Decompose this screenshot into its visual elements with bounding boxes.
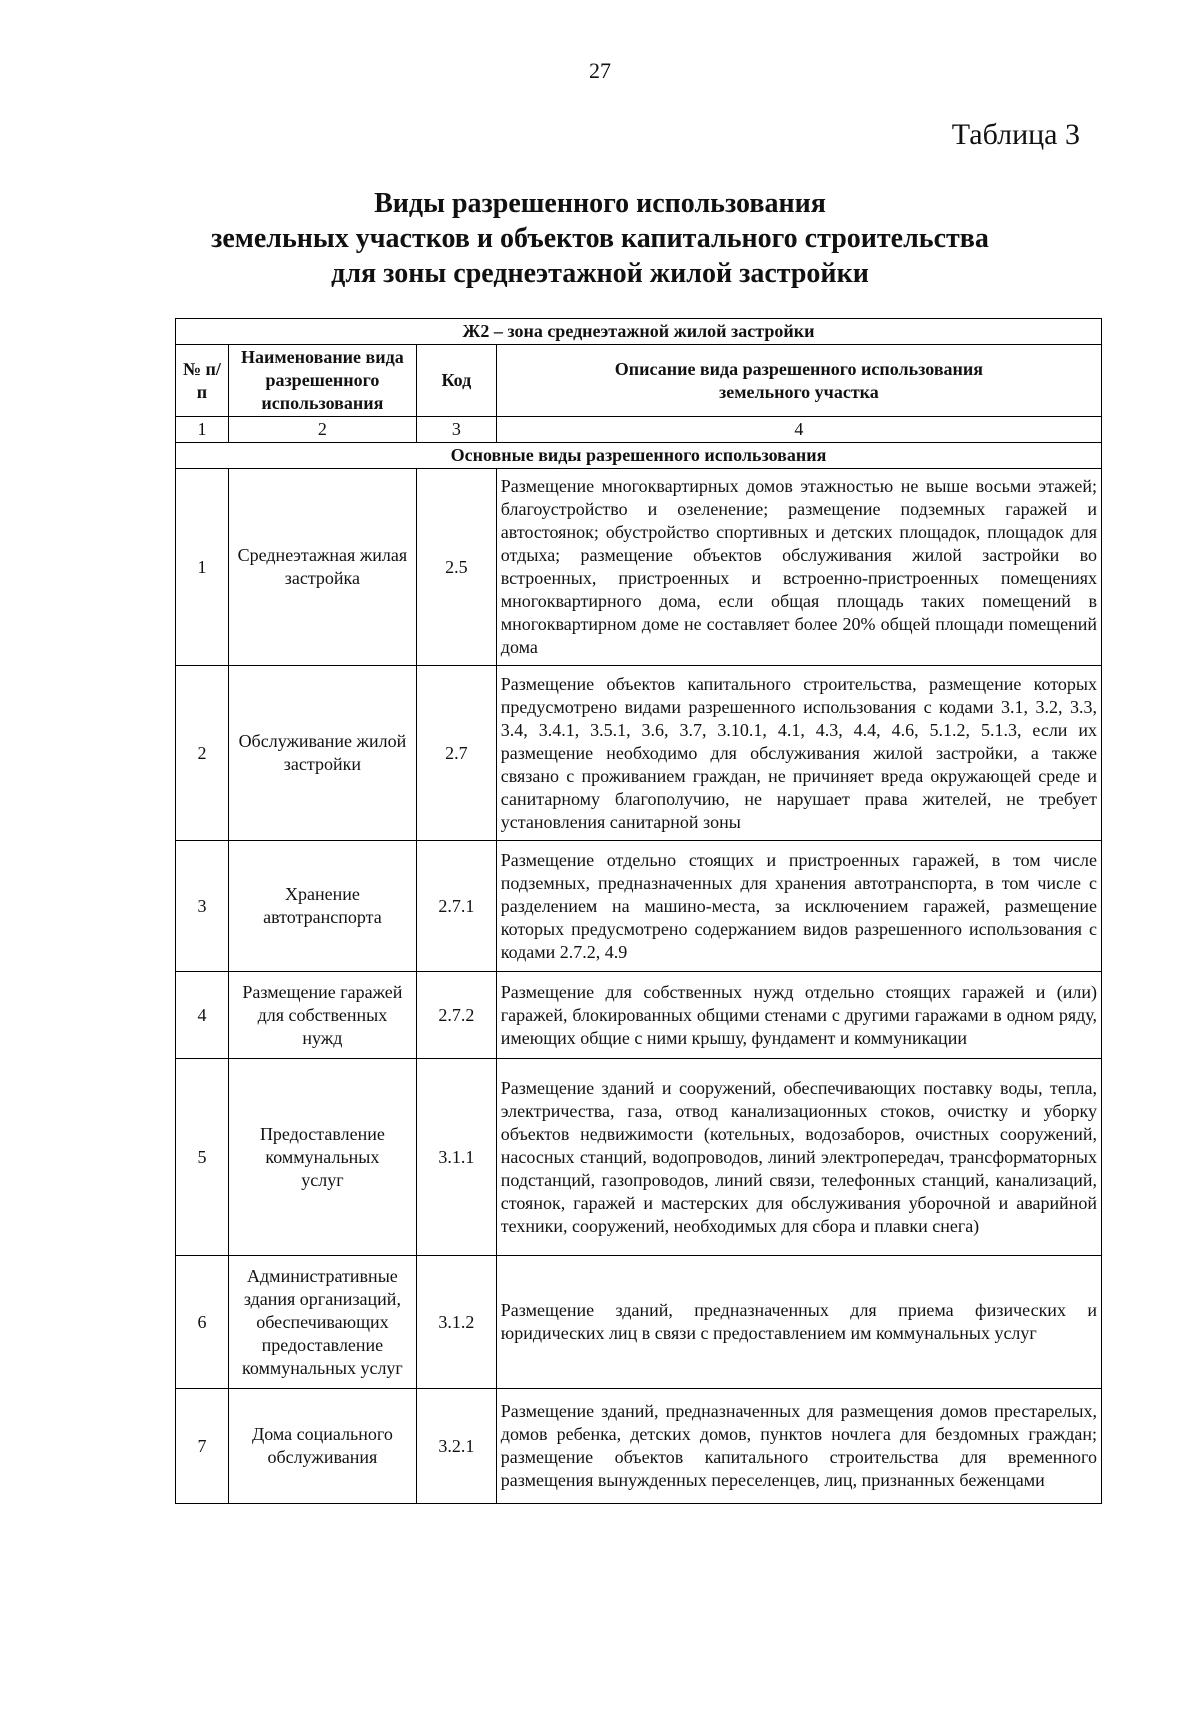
row-code: 3.1.1 — [416, 1059, 496, 1256]
table-row — [176, 1059, 1102, 1256]
row-name: Обслуживание жилой застройки — [228, 666, 416, 841]
land-use-table — [175, 318, 1102, 1504]
row-num: 4 — [176, 972, 229, 1059]
row-num: 1 — [176, 469, 229, 666]
page-number: 27 — [589, 58, 611, 83]
row-name: Хранение автотранспорта — [228, 841, 416, 972]
document-title — [0, 186, 1200, 291]
row-code: 3.1.2 — [416, 1256, 496, 1389]
table-row — [176, 469, 1102, 666]
row-code: 2.7.2 — [416, 972, 496, 1059]
row-desc: Размещение объектов капитального строительства, размещение которых предусмотрено видами разрешенного использования с кодами 3.1, 3.2, 3.3, 3.4, 3.4.1, 3.5.1, 3.6, 3.7, 3.10.1, 4.1, 4.3, 4.4, 4.6, 5.1.2, 5.1.3, если их размещение необходимо для обслуживания жилой застройки, а также связано с проживанием граждан, не причиняет вреда окружающей среде и санитарному благополучию, не нарушает права жителей, не требует установления санитарной зоны — [496, 666, 1101, 841]
title-line: для зоны среднеэтажной жилой застройки — [331, 258, 869, 289]
row-code: 2.7.1 — [416, 841, 496, 972]
col-number: 4 — [496, 417, 1101, 443]
row-code: 2.7 — [416, 666, 496, 841]
row-desc: Размещение зданий и сооружений, обеспечивающих поставку воды, тепла, электричества, газа, отвод канализационных стоков, очистку и уборку объектов недвижимости (котельных, водозаборов, очистных сооружений, насосных станций, водопроводов, линий электропередач, трансформаторных подстанций, газопроводов, линий связи, телефонных станций, канализаций, стоянок, гаражей и мастерских для обслуживания уборочной и аварийной техники, сооружений, необходимых для сбора и плавки снега) — [496, 1059, 1101, 1256]
row-code: 2.5 — [416, 469, 496, 666]
col-header-name: Наименование вида разрешенного использования — [228, 345, 416, 417]
row-name: Среднеэтажная жилая застройка — [228, 469, 416, 666]
row-name: Предоставление коммунальных услуг — [228, 1059, 416, 1256]
table-label: Таблица 3 — [951, 118, 1080, 151]
zone-header: Ж2 – зона среднеэтажной жилой застройки — [176, 319, 1102, 345]
table-row — [176, 841, 1102, 972]
col-number: 1 — [176, 417, 229, 443]
section-header: Основные виды разрешенного использования — [176, 443, 1102, 469]
title-line: земельных участков и объектов капитального строительства — [211, 223, 989, 254]
row-name: Дома социального обслуживания — [228, 1389, 416, 1504]
col-number: 3 — [416, 417, 496, 443]
row-num: 2 — [176, 666, 229, 841]
table-row — [176, 666, 1102, 841]
row-name: Размещение гаражей для собственных нужд — [228, 972, 416, 1059]
table-row — [176, 972, 1102, 1059]
col-header-desc: Описание вида разрешенного использования земельного участка — [496, 345, 1101, 417]
row-desc: Размещение отдельно стоящих и пристроенных гаражей, в том числе подземных, предназначенных для хранения автотранспорта, в том числе с разделением на машино-места, за исключением гаражей, размещение которых предусмотрено содержанием видов разрешенного использования с кодами 2.7.2, 4.9 — [496, 841, 1101, 972]
table-row — [176, 1256, 1102, 1389]
row-desc: Размещение многоквартирных домов этажностью не выше восьми этажей; благоустройство и озеленение; размещение подземных гаражей и автостоянок; обустройство спортивных и детских площадок, площадок для отдыха; размещение объектов обслуживания жилой застройки во встроенных, пристроенных и встроенно-пристроенных помещениях многоквартирного дома, если общая площадь таких помещений в многоквартирном доме не составляет более 20% общей площади помещений дома — [496, 469, 1101, 666]
title-line: Виды разрешенного использования — [374, 188, 826, 219]
col-header-code: Код — [416, 345, 496, 417]
row-num: 5 — [176, 1059, 229, 1256]
row-desc: Размещение для собственных нужд отдельно стоящих гаражей и (или) гаражей, блокированных общими стенами с другими гаражами в одном ряду, имеющих общие с ними крышу, фундамент и коммуникации — [496, 972, 1101, 1059]
row-num: 7 — [176, 1389, 229, 1504]
row-desc: Размещение зданий, предназначенных для размещения домов престарелых, домов ребенка, детских домов, пунктов ночлега для бездомных граждан; размещение объектов капитального строительства для временного размещения вынужденных переселенцев, лиц, признанных беженцами — [496, 1389, 1101, 1504]
row-num: 6 — [176, 1256, 229, 1389]
row-desc: Размещение зданий, предназначенных для приема физических и юридических лиц в связи с предоставлением им коммунальных услуг — [496, 1256, 1101, 1389]
col-header-num: № п/п — [176, 345, 229, 417]
row-code: 3.2.1 — [416, 1389, 496, 1504]
col-number: 2 — [228, 417, 416, 443]
row-num: 3 — [176, 841, 229, 972]
row-name: Административные здания организаций, обеспечивающих предоставление коммунальных услуг — [228, 1256, 416, 1389]
table-row — [176, 1389, 1102, 1504]
